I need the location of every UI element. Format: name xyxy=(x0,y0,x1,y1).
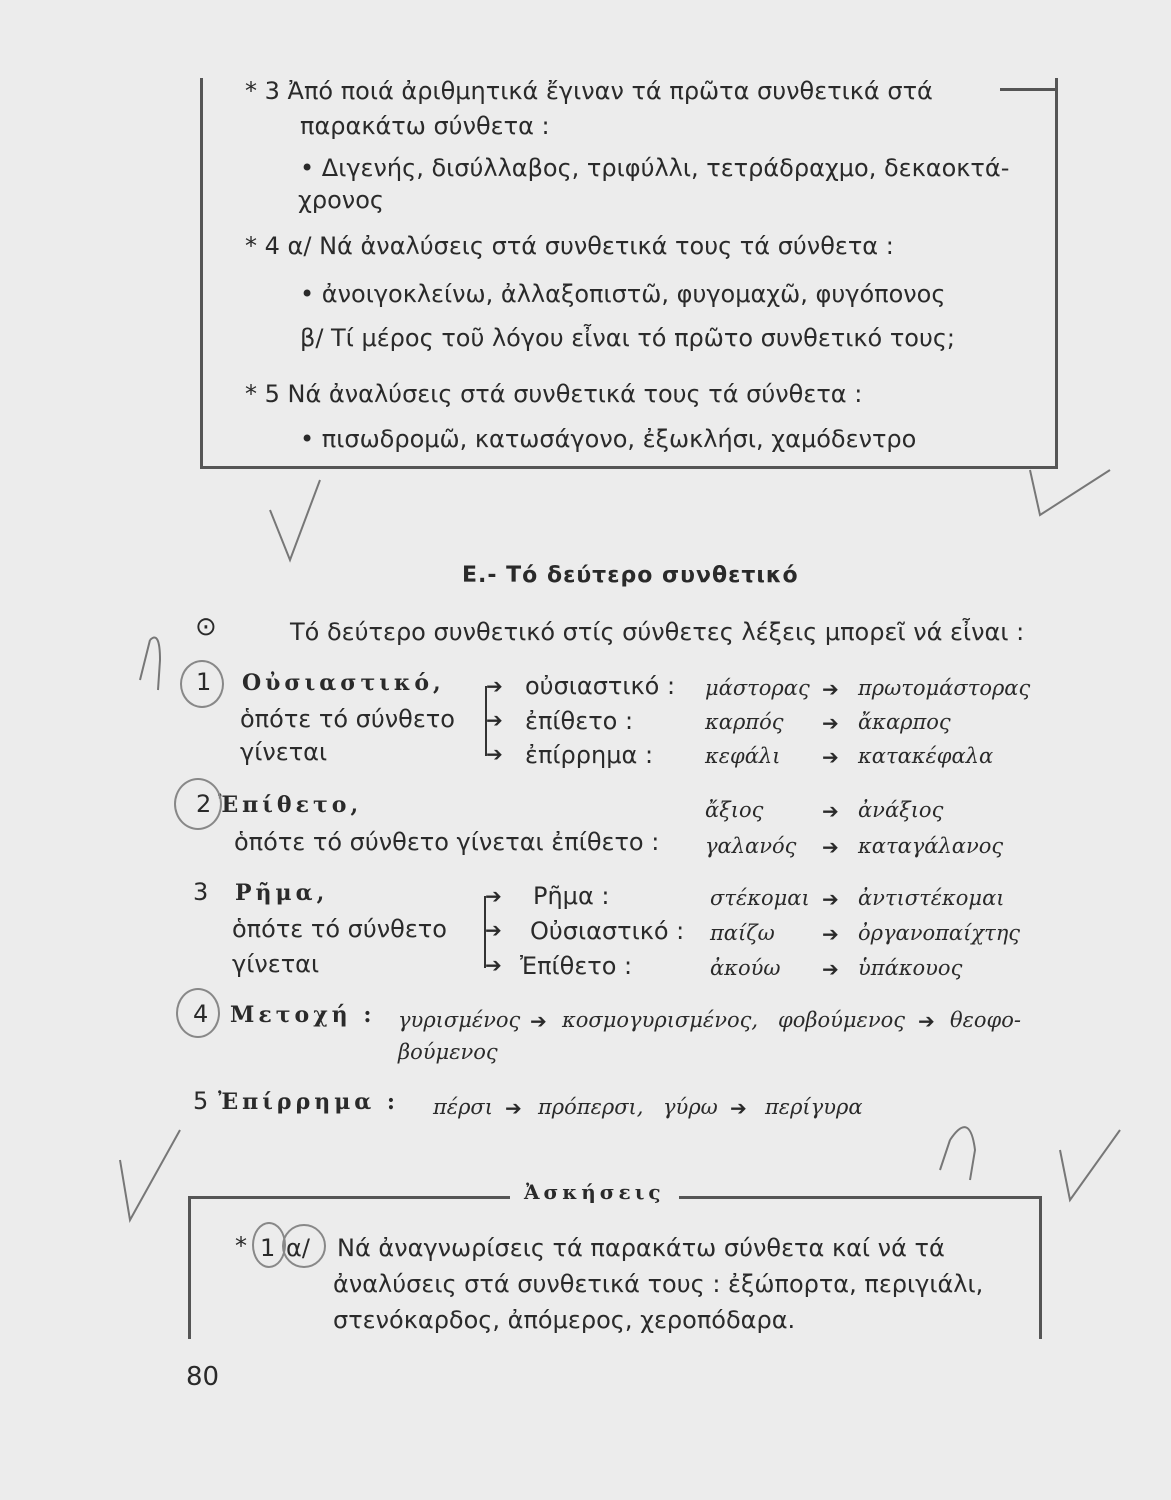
item-4-heading: Μετοχή : xyxy=(230,1002,376,1028)
arrow-icon: ➔ xyxy=(530,1009,547,1033)
arrow-icon: ➔ xyxy=(486,674,503,698)
exercise-1-line1: Νά ἀναγνωρίσεις τά παρακάτω σύνθετα καί νά τά xyxy=(337,1234,945,1262)
item-3-row1-from: στέκομαι xyxy=(710,886,810,910)
item-5-heading: Ἐπίρρημα : xyxy=(218,1089,400,1115)
item-1-row2-from: καρπός xyxy=(705,710,784,734)
exercise-3-words-cont: χρονος xyxy=(298,186,384,214)
item-1-row3-to: κατακέφαλα xyxy=(858,744,994,768)
item-3-row2-type: Οὐσιαστικό : xyxy=(530,917,685,945)
item-1-heading: Οὐσιαστικό, xyxy=(242,670,445,696)
exercise-5-words: • πισωδρομῶ, κατωσάγονο, ἐξωκλήσι, χαμόδεντρο xyxy=(300,425,917,453)
item-3-sub1: ὁπότε τό σύνθετο xyxy=(232,915,447,943)
item-3-row2-from: παίζω xyxy=(710,921,775,945)
exercises-title: Ἀσκήσεις xyxy=(510,1180,679,1204)
exercise-3-line2: παρακάτω σύνθετα : xyxy=(300,112,550,140)
item-4-ex2-to-cont: βούμενος xyxy=(398,1040,498,1064)
arrow-icon: ➔ xyxy=(485,884,502,908)
item-3-row1-to: ἀντιστέκομαι xyxy=(858,886,1005,910)
exercise-4-words: • ἀνοιγοκλείνω, ἀλλαξοπιστῶ, φυγομαχῶ, φυγόπονος xyxy=(300,280,946,308)
item-2-heading: Ἐπίθετο, xyxy=(218,792,363,818)
item-5-number: 5 xyxy=(193,1087,209,1115)
item-5-ex2-to: περίγυρα xyxy=(765,1095,863,1119)
item-2-number: 2 xyxy=(196,790,212,818)
arrow-icon: ➔ xyxy=(485,918,502,942)
exercise-4-b: β/ Τί μέρος τοῦ λόγου εἶναι τό πρῶτο συνθετικό τους; xyxy=(300,324,956,352)
item-3-row3-to: ὑπάκουος xyxy=(858,956,963,980)
exercise-4-line1: * 4 α/ Νά ἀναλύσεις στά συνθετικά τους τά σύνθετα : xyxy=(245,232,894,260)
exercise-1-line2: ἀναλύσεις στά συνθετικά τους : ἐξώπορτα, περιγιάλι, xyxy=(333,1270,984,1298)
item-1-row1-to: πρωτομάστορας xyxy=(858,676,1031,700)
page-number: 80 xyxy=(186,1362,220,1392)
item-3-heading: Ρῆμα, xyxy=(235,880,329,906)
item-1-sub2: γίνεται xyxy=(240,738,328,766)
item-3-row1-type: Ρῆμα : xyxy=(533,882,610,910)
arrow-icon: ➔ xyxy=(486,742,503,766)
item-2-sub: ὁπότε τό σύνθετο γίνεται ἐπίθετο : xyxy=(234,828,660,856)
arrow-icon: ➔ xyxy=(822,957,839,981)
item-1-row3-type: ἐπίρρημα : xyxy=(525,741,654,769)
item-1-row2-type: ἐπίθετο : xyxy=(525,707,634,735)
section-intro: Τό δεύτερο συνθετικό στίς σύνθετες λέξεις μπορεῖ νά εἶναι : xyxy=(290,618,1025,646)
item-5-ex1-from: πέρσι xyxy=(433,1095,493,1119)
arrow-icon: ➔ xyxy=(918,1009,935,1033)
item-2-row1-to: ἀνάξιος xyxy=(858,798,944,822)
item-1-sub1: ὁπότε τό σύνθετο xyxy=(240,705,455,733)
section-symbol: ⊙ xyxy=(195,612,217,642)
item-5-ex2-from: γύρω xyxy=(663,1095,718,1119)
checkmark-icon xyxy=(1030,470,1110,515)
item-3-row3-type: Ἐπίθετο : xyxy=(520,952,633,980)
item-3-row3-from: ἀκούω xyxy=(710,956,781,980)
exercise-1-line3: στενόκαρδος, ἀπόμερος, χεροπόδαρα. xyxy=(333,1306,796,1334)
handwritten-mark-icon xyxy=(140,638,160,691)
item-4-ex1-from: γυρισμένος xyxy=(398,1008,521,1032)
exercise-5-line1: * 5 Νά ἀναλύσεις στά συνθετικά τους τά σύνθετα : xyxy=(245,380,863,408)
exercise-1-number: 1 xyxy=(260,1234,276,1262)
arrow-icon: ➔ xyxy=(822,799,839,823)
checkmark-icon xyxy=(120,1130,180,1220)
item-1-row2-to: ἄκαρπος xyxy=(858,710,951,734)
arrow-icon: ➔ xyxy=(486,708,503,732)
item-2-row1-from: ἄξιος xyxy=(705,798,764,822)
handwritten-mark-icon xyxy=(940,1127,975,1180)
item-4-number: 4 xyxy=(193,1000,209,1028)
section-title: Ε.- Τό δεύτερο συνθετικό xyxy=(462,563,799,588)
item-4-ex2-from: φοβούμενος xyxy=(778,1008,905,1032)
item-1-number: 1 xyxy=(196,668,212,696)
item-1-row1-type: οὐσιαστικό : xyxy=(525,672,676,700)
exercise-1-sub: α/ xyxy=(286,1234,310,1262)
item-3-sub2: γίνεται xyxy=(232,950,320,978)
arrow-icon: ➔ xyxy=(822,711,839,735)
item-2-row2-from: γαλανός xyxy=(705,834,797,858)
arrow-icon: ➔ xyxy=(822,677,839,701)
exercise-star: * xyxy=(235,1232,247,1260)
arrow-icon: ➔ xyxy=(822,922,839,946)
arrow-icon: ➔ xyxy=(822,835,839,859)
arrow-icon: ➔ xyxy=(822,745,839,769)
item-2-row2-to: καταγάλανος xyxy=(858,834,1004,858)
item-5-ex1-to: πρόπερσι, xyxy=(538,1095,644,1119)
item-3-row2-to: ὀργανοπαίχτης xyxy=(858,921,1021,945)
checkmark-icon xyxy=(270,480,320,560)
item-4-ex1-to: κοσμογυρισμένος, xyxy=(562,1008,759,1032)
exercise-3-line1: * 3 Ἀπό ποιά ἀριθμητικά ἔγιναν τά πρῶτα συνθετικά στά xyxy=(245,77,933,105)
exercise-3-words: • Διγενής, δισύλλαβος, τριφύλλι, τετράδραχμο, δεκαοκτά- xyxy=(300,154,1010,182)
arrow-icon: ➔ xyxy=(822,887,839,911)
checkmark-icon xyxy=(1060,1130,1120,1200)
item-4-ex2-to: θεοφο- xyxy=(950,1008,1021,1032)
item-1-row3-from: κεφάλι xyxy=(705,744,781,768)
arrow-icon: ➔ xyxy=(505,1096,522,1120)
item-1-row1-from: μάστορας xyxy=(705,676,810,700)
item-3-number: 3 xyxy=(193,878,209,906)
arrow-icon: ➔ xyxy=(485,953,502,977)
arrow-icon: ➔ xyxy=(730,1096,747,1120)
